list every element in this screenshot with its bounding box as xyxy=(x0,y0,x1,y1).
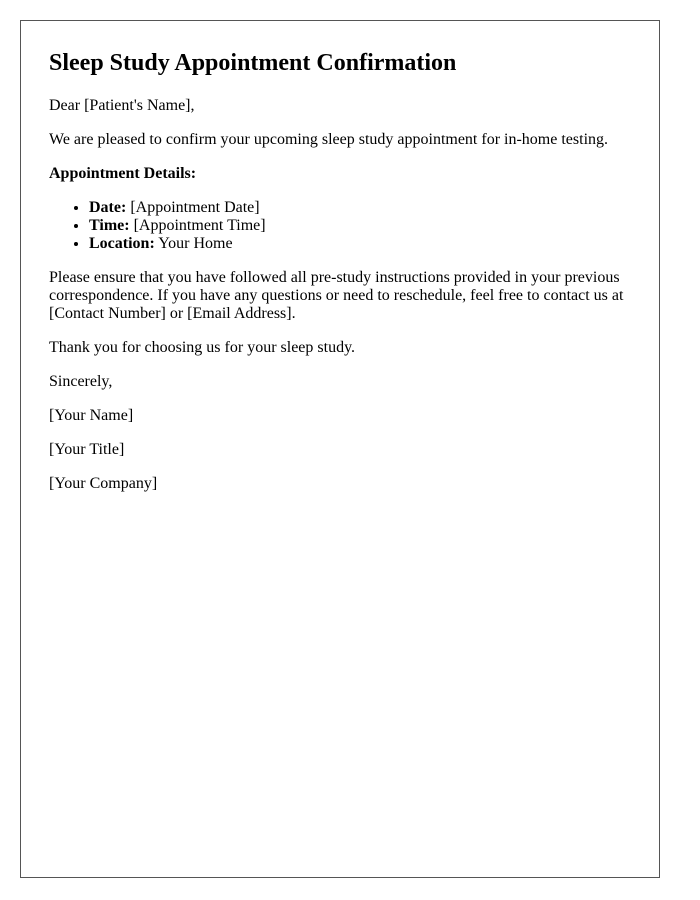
detail-date-value: [Appointment Date] xyxy=(126,199,260,216)
detail-time-value: [Appointment Time] xyxy=(129,217,266,234)
appointment-details-heading: Appointment Details: xyxy=(49,165,197,182)
intro-paragraph: We are pleased to confirm your upcoming sleep study appointment for in-home testing. xyxy=(49,131,609,148)
appointment-details-list xyxy=(49,199,631,253)
detail-date-label: Date: xyxy=(89,199,127,216)
signer-title: [Your Title] xyxy=(49,441,125,458)
detail-date xyxy=(89,199,631,217)
letter-title: Sleep Study Appointment Confirmation xyxy=(49,50,457,76)
thanks-paragraph: Thank you for choosing us for your sleep study. xyxy=(49,339,356,356)
closing: Sincerely, xyxy=(49,373,113,390)
detail-location-value: Your Home xyxy=(154,235,233,252)
signer-name: [Your Name] xyxy=(49,407,134,424)
detail-time-label: Time: xyxy=(89,217,130,234)
instructions-paragraph: Please ensure that you have followed all pre-study instructions provided in your previous correspondence. If you have any questions or need to reschedule, feel free to contact us at [Contact Number] or [Email Address]. xyxy=(49,269,624,322)
detail-location-label: Location: xyxy=(89,235,155,252)
detail-time xyxy=(89,217,631,235)
detail-location xyxy=(89,235,631,253)
letter-page xyxy=(20,20,660,878)
salutation: Dear [Patient's Name], xyxy=(49,97,195,114)
signer-company: [Your Company] xyxy=(49,475,158,492)
